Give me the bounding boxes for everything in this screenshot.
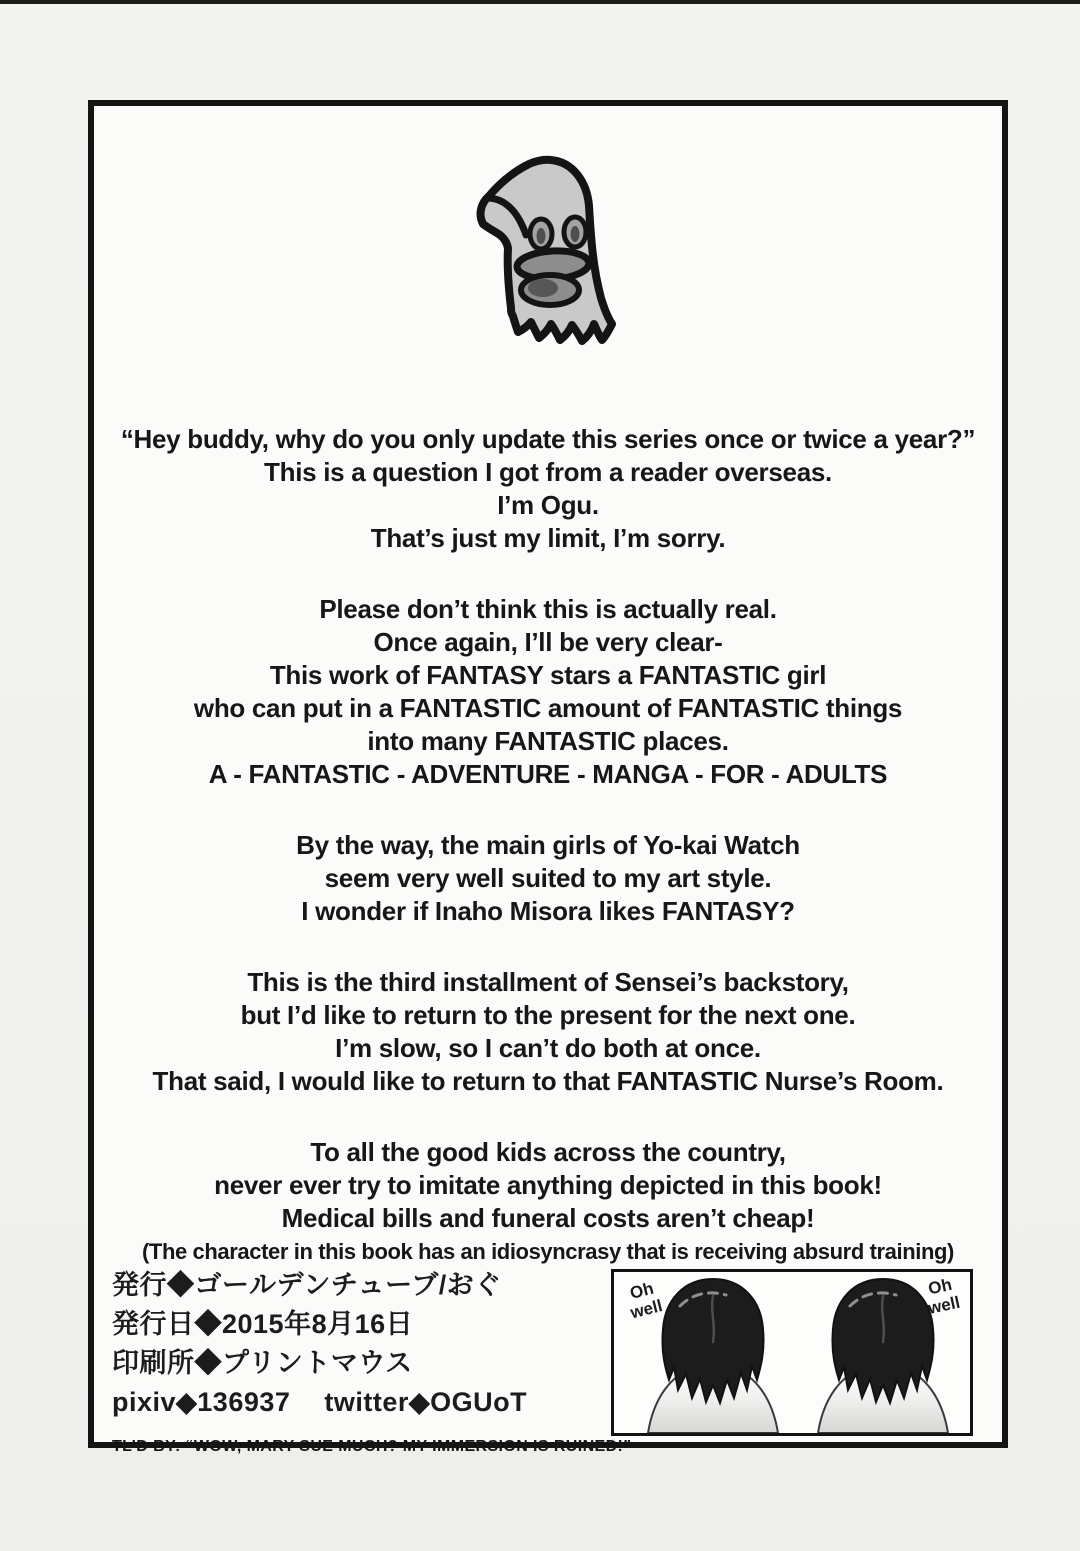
text-line: I wonder if Inaho Misora likes FANTASY? bbox=[301, 896, 795, 926]
page-border-frame bbox=[88, 100, 1008, 1455]
ghost-duck-mascot-icon bbox=[455, 148, 630, 353]
colophon bbox=[112, 1266, 632, 1466]
text-line: seem very well suited to my art style. bbox=[324, 863, 772, 893]
text-line: who can put in a FANTASTIC amount of FANTASTIC things bbox=[193, 693, 903, 723]
text-line: never ever try to imitate anything depicted in this book! bbox=[214, 1170, 882, 1200]
girl-back-left bbox=[648, 1279, 778, 1433]
colophon-accounts bbox=[112, 1383, 632, 1422]
text-line: (The character in this book has an idiosyncrasy that is receiving absurd training) bbox=[142, 1239, 954, 1264]
text-line: I’m Ogu. bbox=[497, 490, 599, 520]
text-line: That’s just my limit, I’m sorry. bbox=[370, 523, 726, 553]
translator-note: TL’D BY: “WOW, MARY SUE MUCH? MY IMMERSION IS RUINED!” bbox=[112, 1438, 632, 1455]
colophon-printer: 印刷所◆プリントマウス bbox=[112, 1348, 413, 1378]
colophon-publisher: 発行◆ゴールデンチューブ/おぐ bbox=[112, 1270, 502, 1300]
caption-oh-well-left: Oh well bbox=[628, 1278, 665, 1323]
two-girls-back-view-illustration bbox=[614, 1272, 970, 1433]
text-line: This is a question I got from a reader overseas. bbox=[264, 457, 832, 487]
text-line: By the way, the main girls of Yo-kai Watch bbox=[296, 830, 800, 860]
mascot-mouth-opening bbox=[528, 279, 558, 297]
mascot-left-pupil bbox=[537, 228, 546, 244]
text-line: “Hey buddy, why do you only update this series once or twice a year?” bbox=[120, 424, 976, 454]
scan-artifact-line bbox=[0, 0, 1080, 4]
afterword-panel-illustration bbox=[611, 1269, 973, 1436]
twitter-handle: twitter◆OGUoT bbox=[324, 1387, 528, 1417]
text-line: To all the good kids across the country, bbox=[310, 1137, 786, 1167]
text-line: I’m slow, so I can’t do both at once. bbox=[335, 1033, 761, 1063]
text-line: Medical bills and funeral costs aren’t cheap! bbox=[281, 1203, 815, 1233]
text-line: Please don’t think this is actually real. bbox=[319, 594, 777, 624]
text-line: but I’d like to return to the present for the next one. bbox=[240, 1000, 856, 1030]
afterword-text bbox=[94, 385, 1002, 1306]
caption-oh-well-right: Oh well bbox=[926, 1274, 962, 1318]
text-line: into many FANTASTIC places. bbox=[367, 726, 729, 756]
text-line: This is the third installment of Sensei’s backstory, bbox=[247, 967, 849, 997]
text-line: Once again, I’ll be very clear- bbox=[373, 627, 723, 657]
text-line: This work of FANTASY stars a FANTASTIC girl bbox=[269, 660, 827, 690]
colophon-publish-date: 発行日◆2015年8月16日 bbox=[112, 1309, 414, 1339]
text-line: That said, I would like to return to that FANTASTIC Nurse’s Room. bbox=[152, 1066, 944, 1096]
pixiv-id: pixiv◆136937 bbox=[112, 1387, 291, 1417]
mascot-right-pupil bbox=[571, 226, 580, 242]
text-line: A - FANTASTIC - ADVENTURE - MANGA - FOR - ADULTS bbox=[208, 759, 888, 789]
